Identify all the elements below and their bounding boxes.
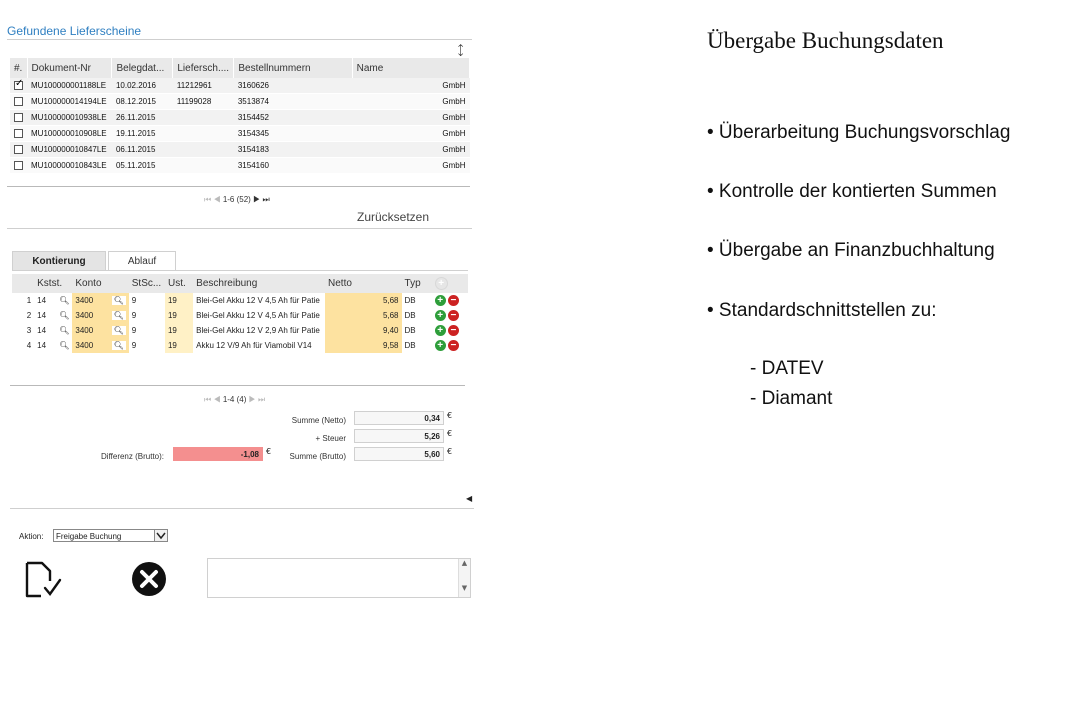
date-cell: 19.11.2015	[112, 126, 173, 142]
table-row	[12, 338, 468, 353]
col-header-index[interactable]: #.	[10, 58, 27, 78]
table-row	[12, 293, 468, 308]
col-header-kstst[interactable]: Kstst.	[34, 274, 72, 293]
vat-cell[interactable]: 19	[165, 293, 193, 308]
slide-title: Übergabe Buchungsdaten	[707, 28, 944, 53]
table-bottom-rule	[7, 186, 470, 187]
remove-row-icon[interactable]: −	[448, 325, 459, 336]
delivery-note-cell	[173, 126, 234, 142]
description-cell[interactable]: Blei-Gel Akku 12 V 4,5 Ah für Patie	[196, 311, 320, 320]
name-cell: GmbH	[352, 110, 469, 126]
last-page-icon[interactable]: ⏭	[257, 395, 266, 404]
bullet-item: • Überarbeitung Buchungsvorschlag	[707, 122, 1011, 143]
table-row[interactable]	[10, 126, 470, 142]
scroll-up-icon[interactable]: ▲	[461, 559, 468, 567]
section-divider	[7, 228, 472, 229]
vat-cell[interactable]: 19	[165, 308, 193, 323]
add-row-icon[interactable]: +	[435, 310, 446, 321]
table-row[interactable]	[10, 142, 470, 158]
sub-item: - Diamant	[750, 388, 833, 409]
booking-bottom-rule	[10, 385, 465, 386]
currency-label: €	[447, 429, 453, 438]
account-cell[interactable]: 3400	[75, 326, 94, 335]
row-number: 2	[26, 311, 32, 320]
bullet-item: • Kontrolle der kontierten Summen	[707, 181, 997, 202]
net-cell[interactable]: 9,58	[325, 338, 402, 353]
name-cell: GmbH	[352, 78, 469, 94]
search-icon[interactable]: 🔍︎	[59, 311, 70, 320]
type-cell[interactable]: DB	[404, 311, 416, 320]
row-checkbox[interactable]	[14, 129, 23, 138]
currency-label: €	[447, 411, 453, 420]
table-row[interactable]	[10, 94, 470, 110]
booking-table	[12, 274, 468, 353]
comment-textarea[interactable]	[207, 558, 471, 598]
search-icon[interactable]: 🔍︎	[113, 326, 124, 335]
doc-number-cell: MU100000010908LE	[27, 126, 112, 142]
diff-label: Differenz (Brutto):	[101, 452, 164, 461]
date-cell: 05.11.2015	[112, 158, 173, 174]
cost-center-cell[interactable]: 14	[37, 326, 47, 335]
account-cell[interactable]: 3400	[75, 311, 94, 320]
name-cell: GmbH	[352, 94, 469, 110]
account-cell[interactable]: 3400	[75, 341, 94, 350]
doc-number-cell: MU100000010938LE	[27, 110, 112, 126]
currency-label: €	[266, 447, 272, 456]
type-cell[interactable]: DB	[404, 326, 416, 335]
found-pager	[204, 195, 270, 205]
bullet-item: • Übergabe an Finanzbuchhaltung	[707, 240, 995, 261]
doc-number-cell: MU100000010843LE	[27, 158, 112, 174]
order-number-cell: 3513874	[234, 94, 352, 110]
remove-row-icon[interactable]: −	[448, 340, 459, 351]
cost-center-cell[interactable]: 14	[37, 296, 47, 305]
col-header-doc[interactable]: Dokument-Nr	[27, 58, 112, 78]
remove-row-icon[interactable]: −	[448, 310, 459, 321]
table-row[interactable]	[10, 78, 470, 94]
delivery-note-cell	[173, 110, 234, 126]
next-page-icon[interactable]: ▶	[248, 395, 256, 404]
search-icon[interactable]: 🔍︎	[59, 296, 70, 305]
delivery-note-cell	[173, 142, 234, 158]
next-page-icon[interactable]: ▶	[253, 195, 261, 204]
tax-key-cell[interactable]: 9	[131, 311, 137, 320]
tab-underline	[12, 270, 468, 271]
doc-number-cell: MU100000014194LE	[27, 94, 112, 110]
sum-gross-value: 5,60	[354, 447, 444, 461]
delivery-note-cell: 11199028	[173, 94, 234, 110]
name-cell: GmbH	[352, 158, 469, 174]
table-row[interactable]	[10, 110, 470, 126]
type-cell[interactable]: DB	[404, 296, 416, 305]
tax-key-cell[interactable]: 9	[131, 341, 137, 350]
order-number-cell: 3160626	[234, 78, 352, 94]
cost-center-cell[interactable]: 14	[37, 341, 47, 350]
found-notes-table	[10, 58, 470, 174]
row-checkbox[interactable]	[14, 161, 23, 170]
collapse-arrow-icon[interactable]: ◀	[466, 494, 473, 503]
last-page-icon[interactable]: ⏭	[262, 195, 270, 204]
scroll-down-icon[interactable]: ▼	[461, 584, 468, 592]
currency-label: €	[447, 447, 453, 456]
bullet-item: • Standardschnittstellen zu:	[707, 300, 937, 321]
col-header-stsc[interactable]: StSc...	[129, 274, 165, 293]
sum-gross-label: Summe (Brutto)	[289, 452, 346, 461]
row-number: 3	[26, 326, 32, 335]
add-row-icon: +	[435, 277, 448, 290]
sum-tax-label: + Steuer	[315, 434, 346, 443]
action-select-value: Freigabe Buchung	[56, 532, 122, 541]
row-checkbox[interactable]	[14, 145, 23, 154]
order-number-cell: 3154183	[234, 142, 352, 158]
row-checkbox[interactable]	[14, 81, 23, 90]
date-cell: 08.12.2015	[112, 94, 173, 110]
vat-cell[interactable]: 19	[165, 323, 193, 338]
tab-kontierung[interactable]: Kontierung	[12, 251, 106, 271]
search-icon[interactable]: 🔍︎	[113, 296, 124, 305]
delivery-note-cell: 11212961	[173, 78, 234, 94]
pager-text: 1-4 (4)	[222, 395, 247, 404]
add-row-icon[interactable]: +	[435, 295, 446, 306]
doc-number-cell: MU100000001188LE	[27, 78, 112, 94]
vat-cell[interactable]: 19	[165, 338, 193, 353]
col-header-beschreibung[interactable]: Beschreibung	[193, 274, 325, 293]
name-cell: GmbH	[352, 126, 469, 142]
description-cell[interactable]: Blei-Gel Akku 12 V 4,5 Ah für Patie	[196, 296, 320, 305]
pager-text: 1-6 (52)	[222, 195, 251, 204]
order-number-cell: 3154452	[234, 110, 352, 126]
description-cell[interactable]: Blei-Gel Akku 12 V 2,9 Ah für Patie	[196, 326, 320, 335]
chevron-down-icon[interactable]	[154, 530, 167, 541]
date-cell: 10.02.2016	[112, 78, 173, 94]
col-header-date[interactable]: Belegdat...	[112, 58, 173, 78]
table-row	[12, 308, 468, 323]
action-select[interactable]	[53, 529, 168, 542]
account-cell[interactable]: 3400	[75, 296, 94, 305]
col-header-name[interactable]: Name	[352, 58, 469, 78]
sum-net-label: Summe (Netto)	[291, 416, 346, 425]
add-row-icon[interactable]: +	[435, 325, 446, 336]
net-cell[interactable]: 9,40	[325, 323, 402, 338]
search-icon[interactable]: 🔍︎	[113, 341, 124, 350]
table-row	[12, 323, 468, 338]
col-header-typ[interactable]: Typ	[402, 274, 432, 293]
order-number-cell: 3154345	[234, 126, 352, 142]
date-cell: 06.11.2015	[112, 142, 173, 158]
reset-button[interactable]: Zurücksetzen	[357, 210, 430, 224]
net-cell[interactable]: 5,68	[325, 293, 402, 308]
confirm-document-icon[interactable]	[24, 561, 64, 603]
prev-page-icon[interactable]: ◀	[213, 395, 221, 404]
cost-center-cell[interactable]: 14	[37, 311, 47, 320]
add-row-icon[interactable]: +	[435, 340, 446, 351]
sum-tax-value: 5,26	[354, 429, 444, 443]
cancel-icon[interactable]	[131, 561, 167, 601]
net-cell[interactable]: 5,68	[325, 308, 402, 323]
first-page-icon[interactable]: ⏮	[204, 395, 212, 404]
doc-number-cell: MU100000010847LE	[27, 142, 112, 158]
col-header-konto[interactable]: Konto	[72, 274, 128, 293]
found-notes-title: Gefundene Lieferscheine	[7, 24, 142, 38]
name-cell: GmbH	[352, 142, 469, 158]
section-divider	[7, 39, 472, 40]
row-number: 1	[26, 296, 32, 305]
date-cell: 26.11.2015	[112, 110, 173, 126]
search-icon[interactable]: 🔍︎	[59, 341, 70, 350]
row-number: 4	[26, 341, 32, 350]
row-checkbox[interactable]	[14, 113, 23, 122]
scrollbar[interactable]	[458, 559, 470, 597]
col-header-ust[interactable]: Ust.	[165, 274, 193, 293]
prev-page-icon[interactable]: ◀	[213, 195, 221, 204]
booking-pager	[204, 395, 265, 405]
tab-ablauf[interactable]: Ablauf	[108, 251, 176, 271]
col-header-netto[interactable]: Netto	[325, 274, 402, 293]
section-divider	[10, 508, 474, 509]
order-number-cell: 3154160	[234, 158, 352, 174]
action-label: Aktion:	[19, 532, 44, 541]
sum-net-value: 0,34	[354, 411, 444, 425]
col-header-order[interactable]: Bestellnummern	[234, 58, 352, 78]
type-cell[interactable]: DB	[404, 341, 416, 350]
first-page-icon[interactable]: ⏮	[204, 195, 212, 204]
expand-icon[interactable]: ⤢	[452, 41, 469, 59]
tax-key-cell[interactable]: 9	[131, 326, 137, 335]
delivery-note-cell	[173, 158, 234, 174]
search-icon[interactable]: 🔍︎	[113, 311, 124, 320]
remove-row-icon[interactable]: −	[448, 295, 459, 306]
search-icon[interactable]: 🔍︎	[59, 326, 70, 335]
tax-key-cell[interactable]: 9	[131, 296, 137, 305]
table-row[interactable]	[10, 158, 470, 174]
diff-value: -1,08	[173, 447, 263, 461]
row-checkbox[interactable]	[14, 97, 23, 106]
description-cell[interactable]: Akku 12 V/9 Ah für Viamobil V14	[196, 341, 312, 350]
col-header-delivery[interactable]: Liefersch....	[173, 58, 234, 78]
sub-item: - DATEV	[750, 358, 824, 379]
